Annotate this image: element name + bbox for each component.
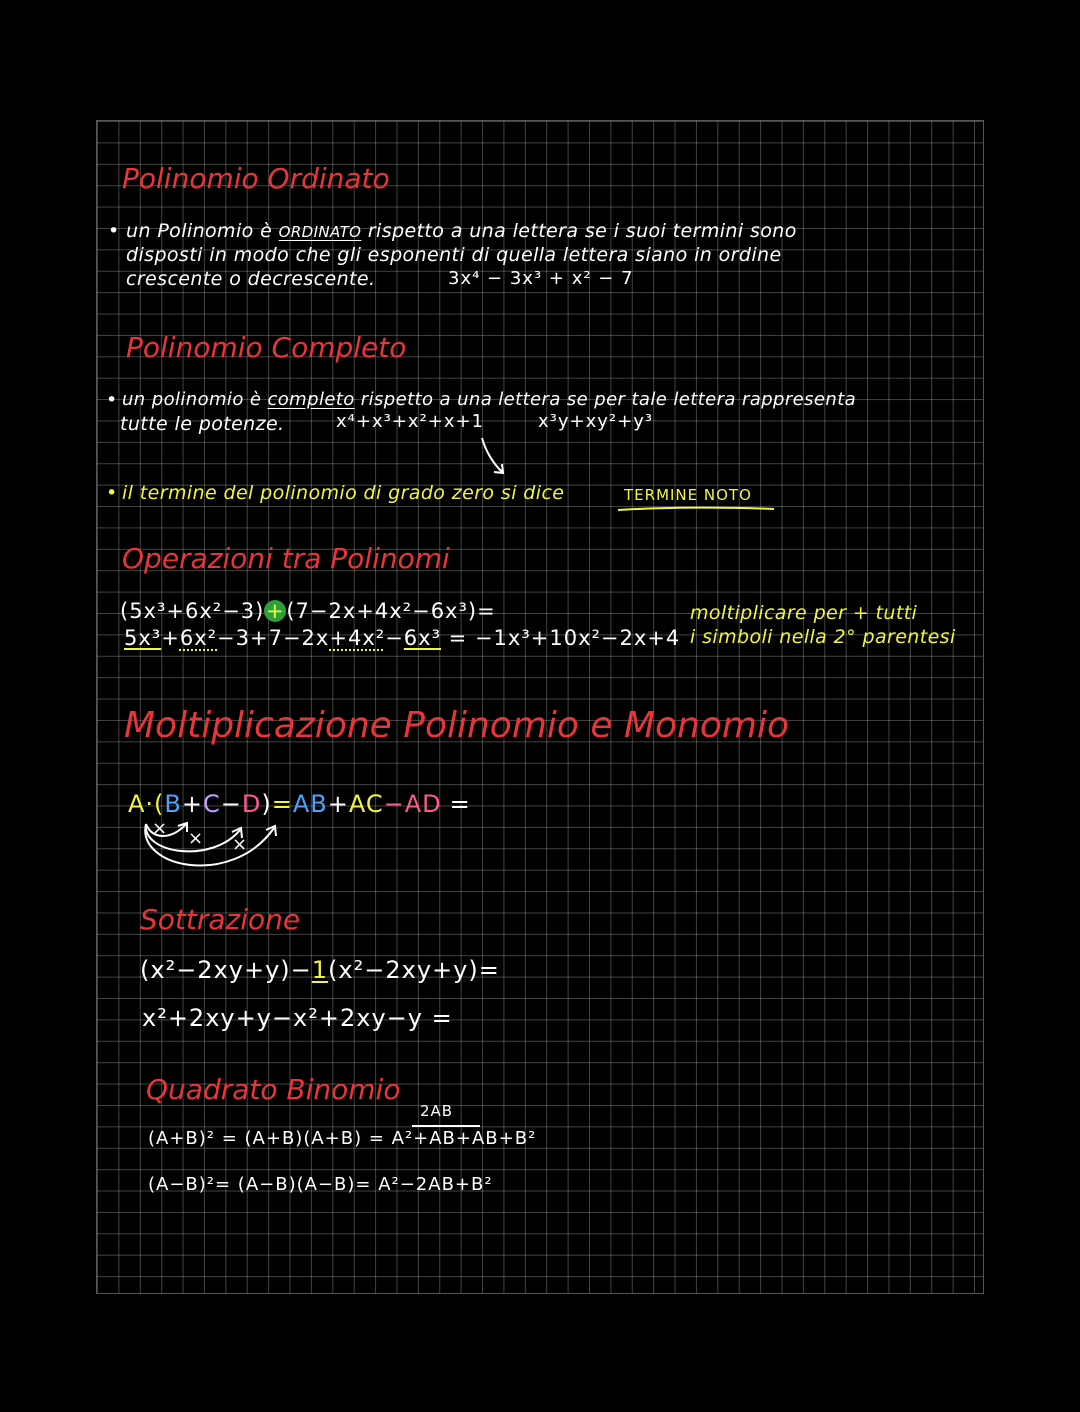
times-mark-1: × [152,818,169,839]
formula-c: C [203,790,221,818]
completo-keyword: completo [267,389,355,410]
op-term-6x2: 6x² [179,626,218,650]
formula-eq: = [271,790,293,818]
operazioni-line-1a: (5x³+6x²−3) [120,599,265,623]
formula-plus: + [181,790,203,818]
formula-plus2: + [327,790,349,818]
ordinato-line-2: disposti in modo che gli esponenti di quella lettera siano in ordine [126,244,782,266]
completo-example-2: x³y+xy²+y³ [538,411,654,432]
op-result: = −1x³+10x²−2x+4 [441,626,681,650]
formula-ad: AD [404,790,442,818]
formula-a: A·( [128,790,165,818]
termine-noto: TERMINE NOTO [624,486,752,504]
label-2ab: 2AB [420,1102,454,1120]
formula-minus2: − [383,790,405,818]
op-plus: + [161,626,180,650]
title-polinomio-completo: Polinomio Completo [126,331,407,364]
formula-minus: − [220,790,242,818]
completo-line-1a: un polinomio è [122,389,268,410]
sottrazione-one: 1 [311,956,329,984]
operazioni-line-1b: (7−2x+4x²−6x³)= [286,599,496,623]
op-middle: −3+7−2x [217,626,330,650]
completo-line-1 [122,391,856,409]
times-mark-3: × [232,834,249,855]
op-term-6x3: 6x³ [403,626,441,650]
termine-noto-underline [616,504,776,514]
formula-d: D [241,790,262,818]
ordinato-line-1c: rispetto a una lettera se i suoi termini sono [361,220,797,242]
times-mark-2: × [188,828,205,849]
quadrato-line-1: (A+B)² = (A+B)(A+B) = A²+AB+AB+B² [148,1128,537,1149]
sottrazione-line-2: x²+2xy+y−x²+2xy−y = [142,1004,453,1032]
completo-line-1c: rispetto a una lettera se per tale lettera rappresenta [354,389,857,410]
title-moltiplicazione: Moltiplicazione Polinomio e Monomio [124,705,789,746]
ordinato-example: 3x⁴ − 3x³ + x² − 7 [448,268,634,289]
ordinato-line-1a: un Polinomio è [126,220,279,242]
title-operazioni: Operazioni tra Polinomi [122,542,450,575]
title-quadrato-binomio: Quadrato Binomio [146,1073,401,1106]
sottrazione-line-1 [140,958,500,982]
sottrazione-line-1b: (x²−2xy+y)= [328,956,500,984]
ordinato-keyword: ORDINATO [278,223,362,241]
moltiplicazione-formula [128,792,471,816]
title-polinomio-ordinato: Polinomio Ordinato [122,162,390,195]
operazioni-line-1 [120,600,496,622]
sottrazione-line-1a: (x²−2xy+y)− [140,956,312,984]
title-sottrazione: Sottrazione [140,903,301,936]
formula-close: ) [261,790,272,818]
ordinato-bullet: • [108,220,120,242]
plus-highlight: + [266,599,285,623]
formula-ab: AB [292,790,328,818]
formula-ac: AC [348,790,384,818]
completo-example-1: x⁴+x³+x²+x+1 [336,411,485,432]
ordinato-line-3: crescente o decrescente. [126,268,376,290]
completo-bullet: • [106,389,118,411]
op-term-4x2: +4x² [329,626,386,650]
completo-note-bullet: • [106,482,118,504]
completo-line-2: tutte le potenze. [120,413,285,435]
operazioni-note-2: i simboli nella 2° parentesi [690,626,956,648]
ordinato-line-1 [126,222,797,241]
completo-note: il termine del polinomio di grado zero si dice [122,482,565,504]
op-term-5x3: 5x³ [124,626,162,650]
op-minus: − [385,626,404,650]
formula-b: B [164,790,182,818]
quadrato-line-2: (A−B)²= (A−B)(A−B)= A²−2AB+B² [148,1174,493,1195]
formula-eq2: = [449,790,471,818]
operazioni-note-1: moltiplicare per + tutti [690,602,918,624]
arrow-icon [476,434,516,480]
operazioni-line-2 [124,628,680,649]
